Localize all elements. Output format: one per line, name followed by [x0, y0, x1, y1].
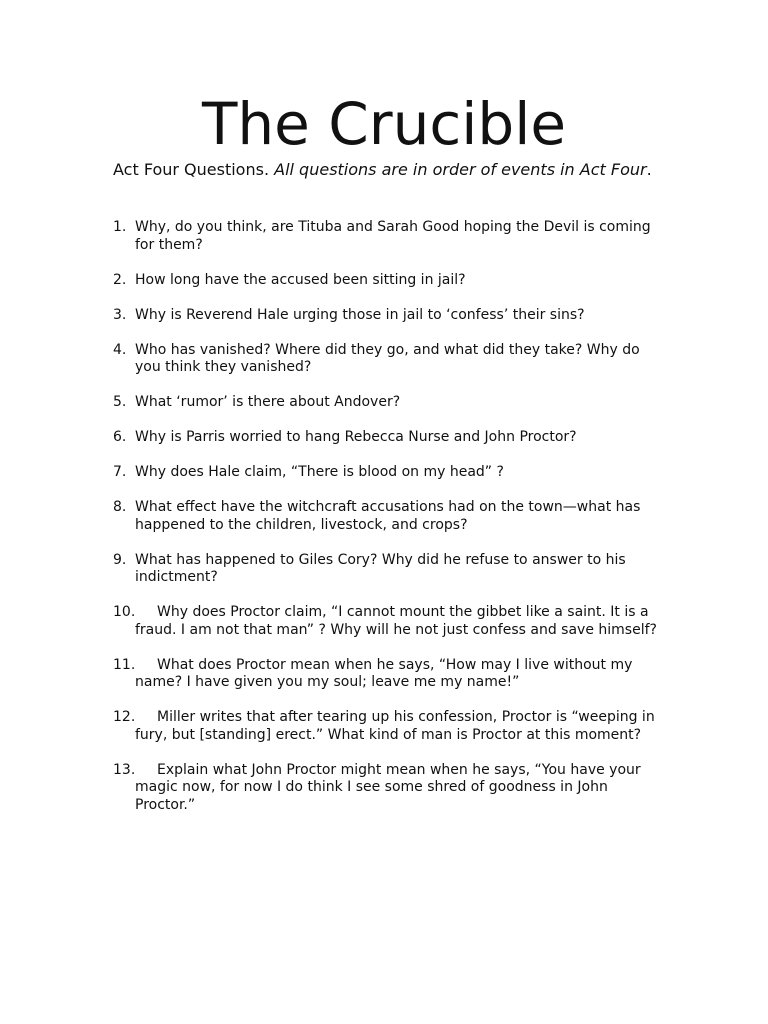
- question-number: 3.: [113, 306, 127, 323]
- question-text: Explain what John Proctor might mean when he says, “You have your magic now, for now I do think I see some shred of goodness in John Proctor.”: [135, 761, 641, 813]
- question-item: [113, 342, 658, 377]
- question-number: 7.: [113, 464, 127, 480]
- subtitle-lead: Act Four Questions.: [113, 160, 270, 179]
- subtitle-italic: All questions are in order of events in Act Four: [274, 160, 647, 179]
- question-text: Who has vanished? Where did they go, and what did they take? Why do you think they vanished?: [135, 341, 640, 375]
- question-item: [113, 464, 658, 482]
- question-text: Why does Hale claim, “There is blood on my head” ?: [135, 464, 504, 480]
- question-item: [113, 709, 658, 744]
- question-number: 11.: [113, 656, 136, 673]
- subtitle-end: .: [646, 160, 652, 179]
- question-number: 4.: [113, 341, 127, 358]
- question-text: What has happened to Giles Cory? Why did he refuse to answer to his indictment?: [135, 551, 626, 585]
- question-number: 6.: [113, 429, 127, 445]
- question-item: [113, 762, 658, 815]
- question-text: What ‘rumor’ is there about Andover?: [135, 394, 401, 410]
- question-number: 13.: [113, 761, 136, 778]
- question-item: [113, 394, 658, 412]
- question-number: 2.: [113, 271, 127, 288]
- question-number: 5.: [113, 394, 127, 410]
- question-number: 10.: [113, 604, 136, 620]
- question-item: [113, 307, 658, 325]
- question-text: Why is Parris worried to hang Rebecca Nurse and John Proctor?: [135, 429, 577, 445]
- question-item: [113, 429, 658, 447]
- question-number: 9.: [113, 551, 127, 568]
- question-text: What does Proctor mean when he says, “How may I live without my name? I have given you my soul; leave me my name!”: [135, 656, 633, 690]
- question-item: [113, 219, 658, 254]
- question-text: Why is Reverend Hale urging those in jail to ‘confess’ their sins?: [135, 306, 585, 323]
- question-item: [113, 604, 658, 639]
- question-number: 12.: [113, 709, 136, 725]
- question-item: [113, 657, 658, 692]
- question-text: Why, do you think, are Tituba and Sarah Good hoping the Devil is coming for them?: [135, 219, 651, 253]
- question-text: Miller writes that after tearing up his confession, Proctor is “weeping in fury, but [standing] erect.” What kind of man is Proctor at this moment?: [135, 709, 655, 743]
- page-title: The Crucible: [201, 90, 567, 158]
- question-number: 1.: [113, 219, 127, 235]
- question-text: Why does Proctor claim, “I cannot mount the gibbet like a saint. It is a fraud. I am not that man” ? Why will he not just confess and save himself?: [135, 604, 657, 638]
- section-heading: [113, 160, 653, 180]
- question-list: [113, 219, 658, 832]
- question-number: 8.: [113, 499, 127, 515]
- question-text: How long have the accused been sitting in jail?: [135, 271, 466, 288]
- question-item: [113, 552, 658, 587]
- question-text: What effect have the witchcraft accusations had on the town—what has happened to the children, livestock, and crops?: [135, 499, 641, 533]
- question-item: [113, 499, 658, 534]
- question-item: [113, 272, 658, 290]
